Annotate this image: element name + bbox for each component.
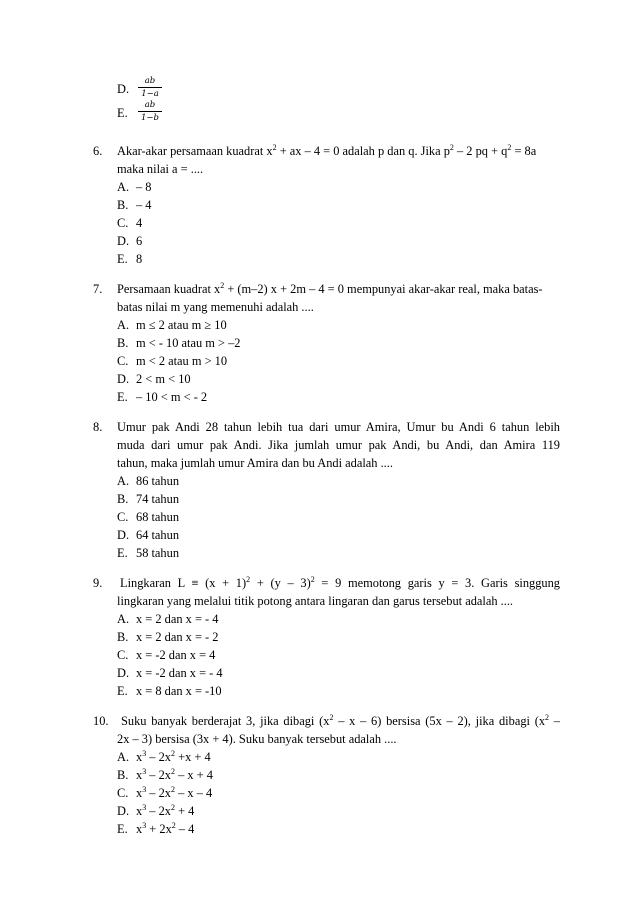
q7-option-e-letter: E. [117, 390, 128, 404]
q9-option-d-letter: D. [117, 666, 130, 680]
q9-option-b-text: x = 2 dan x = - 2 [136, 630, 219, 644]
q6-stem-line1: Akar-akar persamaan kuadrat $x^2$ + ax – 4 = 0 adalah p dan q. Jika $p^2 - 2$ pq + $q^2 = 8a$ [117, 143, 537, 158]
q10-stem-line2: 2x – 3) bersisa (3x + 4). Suku banyak tersebut adalah .... [117, 732, 397, 746]
q10-option-d-text: $x^3 - 2x^2 + 4$ [136, 803, 195, 818]
q9-number: 9. [93, 576, 103, 590]
q7-option-e-text: – 10 < m < - 2 [136, 390, 208, 404]
q7-option-b-text: m < - 10 atau m > –2 [136, 336, 241, 350]
q9-option-b-letter: B. [117, 630, 129, 644]
q7-stem-line2: batas nilai m yang memenuhi adalah .... [117, 300, 314, 314]
q10-number: 10. [93, 714, 109, 728]
q7-number: 7. [93, 282, 103, 296]
q10-option-e-letter: E. [117, 822, 128, 836]
q10-option-e-text: $x^3 + 2x^2 - 4$ [136, 821, 195, 836]
q5-option-d-letter: D. [117, 82, 130, 96]
q8-option-b-text: 74 tahun [136, 492, 180, 506]
q10-option-b-text: $x^3 - 2x^2 - x + 4$ [136, 767, 213, 782]
q10-option-c-text: $x^3 - 2x^2$ – x – 4 [136, 785, 213, 800]
q6-option-e-letter: E. [117, 252, 128, 266]
q7-option-d-letter: D. [117, 372, 130, 386]
q9-option-e-text: x = 8 dan x = -10 [136, 684, 222, 698]
q8-number: 8. [93, 420, 103, 434]
q10-stem-line1: Suku banyak berderajat 3, jika dibagi ($x^2$ – x – 6) bersisa (5x – 2), jika dibagi ($x^2$ – [121, 713, 560, 728]
q6-option-b-text: – 4 [136, 198, 152, 212]
q10-option-d-letter: D. [117, 804, 130, 818]
q5-option-d-numerator: ab [138, 76, 162, 88]
q6-option-c-letter: C. [117, 216, 129, 230]
q5-option-e-letter: E. [117, 106, 128, 120]
q8-stem-line2: muda dari umur pak Andi. Jika jumlah umur pak Andi, bu Andi, dan Amira 119 [117, 438, 560, 452]
q7-option-a-text: m ≤ 2 atau m ≥ 10 [136, 318, 227, 332]
q5-option-d-denominator: 1−a [141, 89, 159, 99]
q6-number: 6. [93, 144, 103, 158]
q5-option-e-fraction [138, 100, 162, 123]
q8-option-c-letter: C. [117, 510, 129, 524]
q6-option-c-text: 4 [136, 216, 143, 230]
q9-option-a-text: x = 2 dan x = - 4 [136, 612, 219, 626]
q10-option-b-letter: B. [117, 768, 129, 782]
q9-option-c-text: x = -2 dan x = 4 [136, 648, 216, 662]
q6-stem-line2: maka nilai a = .... [117, 162, 204, 176]
q9-stem-line2: lingkaran yang melalui titik potong antara lingaran dan garus tersebut adalah .... [117, 594, 514, 608]
q6-option-b-letter: B. [117, 198, 129, 212]
q8-stem-line3: tahun, maka jumlah umur Amira dan bu Andi adalah .... [117, 456, 393, 470]
q9-option-c-letter: C. [117, 648, 129, 662]
q9-option-e-letter: E. [117, 684, 128, 698]
q7-stem-line1: Persamaan kuadrat $x^2 + (m-2) x + 2m - 4 = 0$ mempunyai akar-akar real, maka batas- [117, 281, 543, 296]
q8-option-c-text: 68 tahun [136, 510, 180, 524]
q8-option-d-text: 64 tahun [136, 528, 180, 542]
q7-option-a-letter: A. [117, 318, 130, 332]
q6-option-a-letter: A. [117, 180, 130, 194]
q8-option-d-letter: D. [117, 528, 130, 542]
q5-option-e-numerator: ab [138, 100, 162, 112]
q9-option-a-letter: A. [117, 612, 130, 626]
q10-option-a-text: $x^3 - 2x^2 +x + 4$ [136, 749, 211, 764]
q7-option-d-text: 2 < m < 10 [136, 372, 191, 386]
q6-option-e-text: 8 [136, 252, 143, 266]
q9-option-d-text: x = -2 dan x = - 4 [136, 666, 223, 680]
q8-option-a-letter: A. [117, 474, 130, 488]
q6-option-a-text: – 8 [136, 180, 152, 194]
q6-option-d-text: 6 [136, 234, 143, 248]
q8-option-e-letter: E. [117, 546, 128, 560]
q8-option-b-letter: B. [117, 492, 129, 506]
q9-stem-line1: Lingkaran $L \equiv (x + 1)^2 + (y - 3)^2 = 9$ memotong garis y = 3. Garis singgung [120, 575, 560, 590]
q8-option-e-text: 58 tahun [136, 546, 180, 560]
q10-option-a-letter: A. [117, 750, 130, 764]
q7-option-c-letter: C. [117, 354, 129, 368]
q8-option-a-text: 86 tahun [136, 474, 180, 488]
q6-option-d-letter: D. [117, 234, 130, 248]
q10-option-c-letter: C. [117, 786, 129, 800]
q8-stem-line1: Umur pak Andi 28 tahun lebih tua dari umur Amira, Umur bu Andi 6 tahun lebih [117, 420, 560, 434]
q5-option-d-fraction [138, 76, 162, 99]
q7-option-c-text: m < 2 atau m > 10 [136, 354, 228, 368]
q7-option-b-letter: B. [117, 336, 129, 350]
q5-option-e-denominator: 1−b [141, 113, 159, 123]
